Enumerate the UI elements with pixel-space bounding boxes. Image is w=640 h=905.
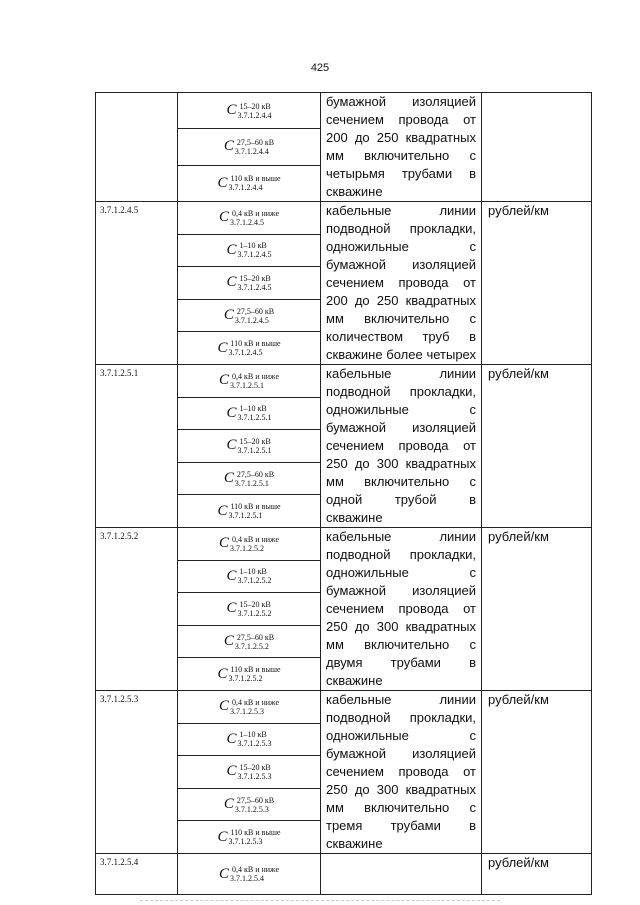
description-line: двумя трубами в bbox=[326, 655, 476, 670]
rate-symbol bbox=[178, 129, 320, 164]
rate-symbol bbox=[178, 202, 320, 234]
rate-symbol-cell bbox=[178, 129, 321, 165]
voltage-superscript: 27,5–60 кВ bbox=[236, 795, 275, 805]
rate-symbol bbox=[178, 593, 320, 625]
voltage-superscript: 0,4 кВ и ниже bbox=[231, 208, 280, 218]
rate-symbol-cell bbox=[178, 234, 321, 267]
rate-symbol bbox=[178, 365, 320, 397]
rate-symbol-cell bbox=[178, 93, 321, 129]
code-subscript: 3.7.1.2.5.1 bbox=[229, 380, 264, 390]
rates-table bbox=[95, 92, 592, 895]
symbol-letter: C bbox=[223, 633, 234, 650]
symbol-letter: C bbox=[223, 470, 234, 487]
description-line: мм включительно с bbox=[326, 474, 476, 489]
code-subscript: 3.7.1.2.4.5 bbox=[234, 315, 269, 325]
rate-symbol-cell bbox=[178, 560, 321, 593]
symbol-letter: C bbox=[218, 535, 229, 552]
row-unit: рублей/км bbox=[482, 854, 592, 895]
description-line: 200 до 250 квадратных bbox=[326, 130, 476, 145]
code-subscript: 3.7.1.2.5.3 bbox=[228, 837, 263, 847]
code-subscript: 3.7.1.2.5.1 bbox=[228, 511, 263, 521]
description-line: подводной прокладки, bbox=[326, 384, 476, 399]
rate-symbol-cell bbox=[178, 332, 321, 365]
description-line: скважине bbox=[326, 184, 383, 199]
scan-edge-line bbox=[140, 900, 500, 901]
description-line: бумажной изоляцией bbox=[326, 94, 476, 109]
description-line: сечением провода от bbox=[326, 764, 476, 779]
table-row bbox=[96, 854, 592, 895]
rate-symbol-cell bbox=[178, 365, 321, 398]
rate-symbol-cell bbox=[178, 299, 321, 332]
rate-symbol-cell bbox=[178, 397, 321, 430]
rate-symbol bbox=[178, 398, 320, 430]
symbol-letter: C bbox=[226, 763, 237, 780]
symbol-letter: C bbox=[226, 102, 237, 119]
code-subscript: 3.7.1.2.5.2 bbox=[228, 674, 263, 684]
rate-symbol bbox=[178, 463, 320, 495]
description-line: сечением провода от bbox=[326, 601, 476, 616]
voltage-superscript: 27,5–60 кВ bbox=[236, 469, 275, 479]
rate-symbol bbox=[178, 724, 320, 756]
description-line: подводной прокладки, bbox=[326, 710, 476, 725]
row-code bbox=[96, 93, 178, 202]
description-line: бумажной изоляцией bbox=[326, 420, 476, 435]
rate-symbol bbox=[178, 430, 320, 462]
rate-symbol-cell bbox=[178, 462, 321, 495]
rate-symbol bbox=[178, 658, 320, 690]
voltage-superscript: 15–20 кВ bbox=[239, 762, 271, 772]
page-number: 425 bbox=[310, 62, 330, 74]
rate-symbol bbox=[178, 332, 320, 364]
rate-symbol-cell bbox=[178, 202, 321, 235]
row-code: 3.7.1.2.5.3 bbox=[96, 691, 178, 854]
voltage-superscript: 0,4 кВ и ниже bbox=[231, 534, 280, 544]
description-line: сечением провода от bbox=[326, 112, 476, 127]
symbol-letter: C bbox=[226, 600, 237, 617]
row-code: 3.7.1.2.5.2 bbox=[96, 528, 178, 691]
code-subscript: 3.7.1.2.4.4 bbox=[234, 146, 269, 156]
voltage-superscript: 110 кВ и выше bbox=[230, 339, 281, 349]
row-description bbox=[321, 93, 482, 202]
symbol-letter: C bbox=[218, 698, 229, 715]
code-subscript: 3.7.1.2.4.5 bbox=[229, 217, 264, 227]
symbol-letter: C bbox=[217, 665, 228, 682]
code-subscript: 3.7.1.2.5.1 bbox=[237, 445, 272, 455]
description-line: одножильные с bbox=[326, 728, 476, 743]
description-line: кабельные линии bbox=[326, 529, 476, 544]
rate-symbol-cell bbox=[178, 821, 321, 854]
voltage-superscript: 15–20 кВ bbox=[239, 273, 271, 283]
description-line: мм включительно с bbox=[326, 148, 476, 163]
rate-symbol-cell bbox=[178, 756, 321, 789]
description-line: кабельные линии bbox=[326, 692, 476, 707]
symbol-letter: C bbox=[226, 241, 237, 258]
rate-symbol bbox=[178, 691, 320, 723]
code-subscript: 3.7.1.2.5.3 bbox=[234, 804, 269, 814]
row-code: 3.7.1.2.5.1 bbox=[96, 365, 178, 528]
code-subscript: 3.7.1.2.5.3 bbox=[237, 739, 272, 749]
description-line: 250 до 300 квадратных bbox=[326, 456, 476, 471]
rate-symbol bbox=[178, 789, 320, 821]
description-line: четырьмя трубами в bbox=[326, 166, 476, 181]
voltage-superscript: 1–10 кВ bbox=[239, 730, 267, 740]
description-line: 200 до 250 квадратных bbox=[326, 293, 476, 308]
symbol-letter: C bbox=[226, 404, 237, 421]
description-line: скважине bbox=[326, 510, 383, 525]
code-subscript: 3.7.1.2.5.2 bbox=[237, 608, 272, 618]
rate-symbol bbox=[178, 235, 320, 267]
symbol-letter: C bbox=[226, 437, 237, 454]
symbol-letter: C bbox=[217, 174, 228, 191]
voltage-superscript: 27,5–60 кВ bbox=[236, 137, 275, 147]
rate-symbol-cell bbox=[178, 625, 321, 658]
row-unit: рублей/км bbox=[482, 202, 592, 365]
rate-symbol-cell bbox=[178, 528, 321, 561]
row-description bbox=[321, 528, 482, 691]
description-line: мм включительно с bbox=[326, 800, 476, 815]
symbol-letter: C bbox=[218, 865, 229, 882]
rate-symbol-cell bbox=[178, 593, 321, 626]
rate-symbol-cell bbox=[178, 723, 321, 756]
voltage-superscript: 110 кВ и выше bbox=[230, 174, 281, 184]
description-line: бумажной изоляцией bbox=[326, 746, 476, 761]
row-description bbox=[321, 854, 482, 895]
code-subscript: 3.7.1.2.5.2 bbox=[237, 576, 272, 586]
voltage-superscript: 1–10 кВ bbox=[239, 241, 267, 251]
description-line: одножильные с bbox=[326, 239, 476, 254]
rate-symbol-cell bbox=[178, 430, 321, 463]
rate-symbol bbox=[178, 93, 320, 128]
row-code: 3.7.1.2.4.5 bbox=[96, 202, 178, 365]
description-line: бумажной изоляцией bbox=[326, 257, 476, 272]
code-subscript: 3.7.1.2.5.4 bbox=[229, 874, 264, 883]
description-line: бумажной изоляцией bbox=[326, 583, 476, 598]
description-line: тремя трубами в bbox=[326, 818, 476, 833]
rate-symbol bbox=[178, 854, 320, 894]
symbol-letter: C bbox=[217, 339, 228, 356]
code-subscript: 3.7.1.2.5.1 bbox=[237, 413, 272, 423]
symbol-letter: C bbox=[223, 138, 234, 155]
description-line: скважине более четырех bbox=[326, 347, 476, 362]
rate-symbol bbox=[178, 495, 320, 527]
rate-symbol bbox=[178, 166, 320, 201]
code-subscript: 3.7.1.2.4.4 bbox=[237, 110, 272, 120]
voltage-superscript: 0,4 кВ и ниже bbox=[231, 371, 280, 381]
description-line: подводной прокладки, bbox=[326, 221, 476, 236]
code-subscript: 3.7.1.2.5.1 bbox=[234, 478, 269, 488]
description-line: мм включительно с bbox=[326, 637, 476, 652]
symbol-letter: C bbox=[217, 502, 228, 519]
rate-symbol bbox=[178, 528, 320, 560]
row-description bbox=[321, 691, 482, 854]
voltage-superscript: 15–20 кВ bbox=[239, 101, 271, 111]
row-description bbox=[321, 365, 482, 528]
code-subscript: 3.7.1.2.4.5 bbox=[237, 250, 272, 260]
voltage-superscript: 110 кВ и выше bbox=[230, 665, 281, 675]
symbol-letter: C bbox=[223, 307, 234, 324]
voltage-superscript: 15–20 кВ bbox=[239, 436, 271, 446]
voltage-superscript: 27,5–60 кВ bbox=[236, 632, 275, 642]
rate-symbol bbox=[178, 267, 320, 299]
rate-symbol bbox=[178, 300, 320, 332]
symbol-letter: C bbox=[218, 372, 229, 389]
symbol-letter: C bbox=[226, 730, 237, 747]
rate-symbol-cell bbox=[178, 691, 321, 724]
code-subscript: 3.7.1.2.5.3 bbox=[237, 771, 272, 781]
row-description bbox=[321, 202, 482, 365]
row-unit: рублей/км bbox=[482, 365, 592, 528]
voltage-superscript: 1–10 кВ bbox=[239, 404, 267, 414]
row-code: 3.7.1.2.5.4 bbox=[96, 854, 178, 895]
code-subscript: 3.7.1.2.5.2 bbox=[234, 641, 269, 651]
symbol-letter: C bbox=[217, 828, 228, 845]
description-line: скважине bbox=[326, 673, 383, 688]
description-line: количеством труб в bbox=[326, 329, 476, 344]
rate-symbol bbox=[178, 626, 320, 658]
voltage-superscript: 15–20 кВ bbox=[239, 599, 271, 609]
symbol-letter: C bbox=[226, 567, 237, 584]
description-line: подводной прокладки, bbox=[326, 547, 476, 562]
rate-symbol-cell bbox=[178, 267, 321, 300]
symbol-letter: C bbox=[223, 796, 234, 813]
rates-table-body bbox=[96, 93, 592, 895]
voltage-superscript: 27,5–60 кВ bbox=[236, 306, 275, 316]
voltage-superscript: 110 кВ и выше bbox=[230, 828, 281, 838]
rate-symbol bbox=[178, 821, 320, 853]
row-unit bbox=[482, 93, 592, 202]
code-subscript: 3.7.1.2.4.5 bbox=[237, 282, 272, 292]
description-line: 250 до 300 квадратных bbox=[326, 782, 476, 797]
description-line: кабельные линии bbox=[326, 203, 476, 218]
description-line: одножильные с bbox=[326, 402, 476, 417]
description-line: сечением провода от bbox=[326, 438, 476, 453]
description-line: сечением провода от bbox=[326, 275, 476, 290]
voltage-superscript: 1–10 кВ bbox=[239, 567, 267, 577]
rate-symbol-cell bbox=[178, 495, 321, 528]
table-row bbox=[96, 93, 592, 129]
voltage-superscript: 0,4 кВ и ниже bbox=[231, 697, 280, 707]
code-subscript: 3.7.1.2.4.5 bbox=[228, 348, 263, 358]
description-line: кабельные линии bbox=[326, 366, 476, 381]
description-line: 250 до 300 квадратных bbox=[326, 619, 476, 634]
code-subscript: 3.7.1.2.5.2 bbox=[229, 543, 264, 553]
row-unit: рублей/км bbox=[482, 691, 592, 854]
description-line: мм включительно с bbox=[326, 311, 476, 326]
rate-symbol-cell bbox=[178, 658, 321, 691]
table-row bbox=[96, 365, 592, 398]
voltage-superscript: 0,4 кВ и ниже bbox=[231, 865, 280, 874]
rate-symbol-cell bbox=[178, 165, 321, 201]
rate-symbol bbox=[178, 561, 320, 593]
description-line: одной трубой в bbox=[326, 492, 476, 507]
symbol-letter: C bbox=[218, 209, 229, 226]
table-row bbox=[96, 528, 592, 561]
code-subscript: 3.7.1.2.5.3 bbox=[229, 706, 264, 716]
description-line: скважине bbox=[326, 836, 383, 851]
table-row bbox=[96, 691, 592, 724]
description-line: одножильные с bbox=[326, 565, 476, 580]
rate-symbol-cell bbox=[178, 854, 321, 895]
symbol-letter: C bbox=[226, 274, 237, 291]
rate-symbol-cell bbox=[178, 788, 321, 821]
voltage-superscript: 110 кВ и выше bbox=[230, 502, 281, 512]
row-unit: рублей/км bbox=[482, 528, 592, 691]
table-row bbox=[96, 202, 592, 235]
code-subscript: 3.7.1.2.4.4 bbox=[228, 183, 263, 193]
rate-symbol bbox=[178, 756, 320, 788]
